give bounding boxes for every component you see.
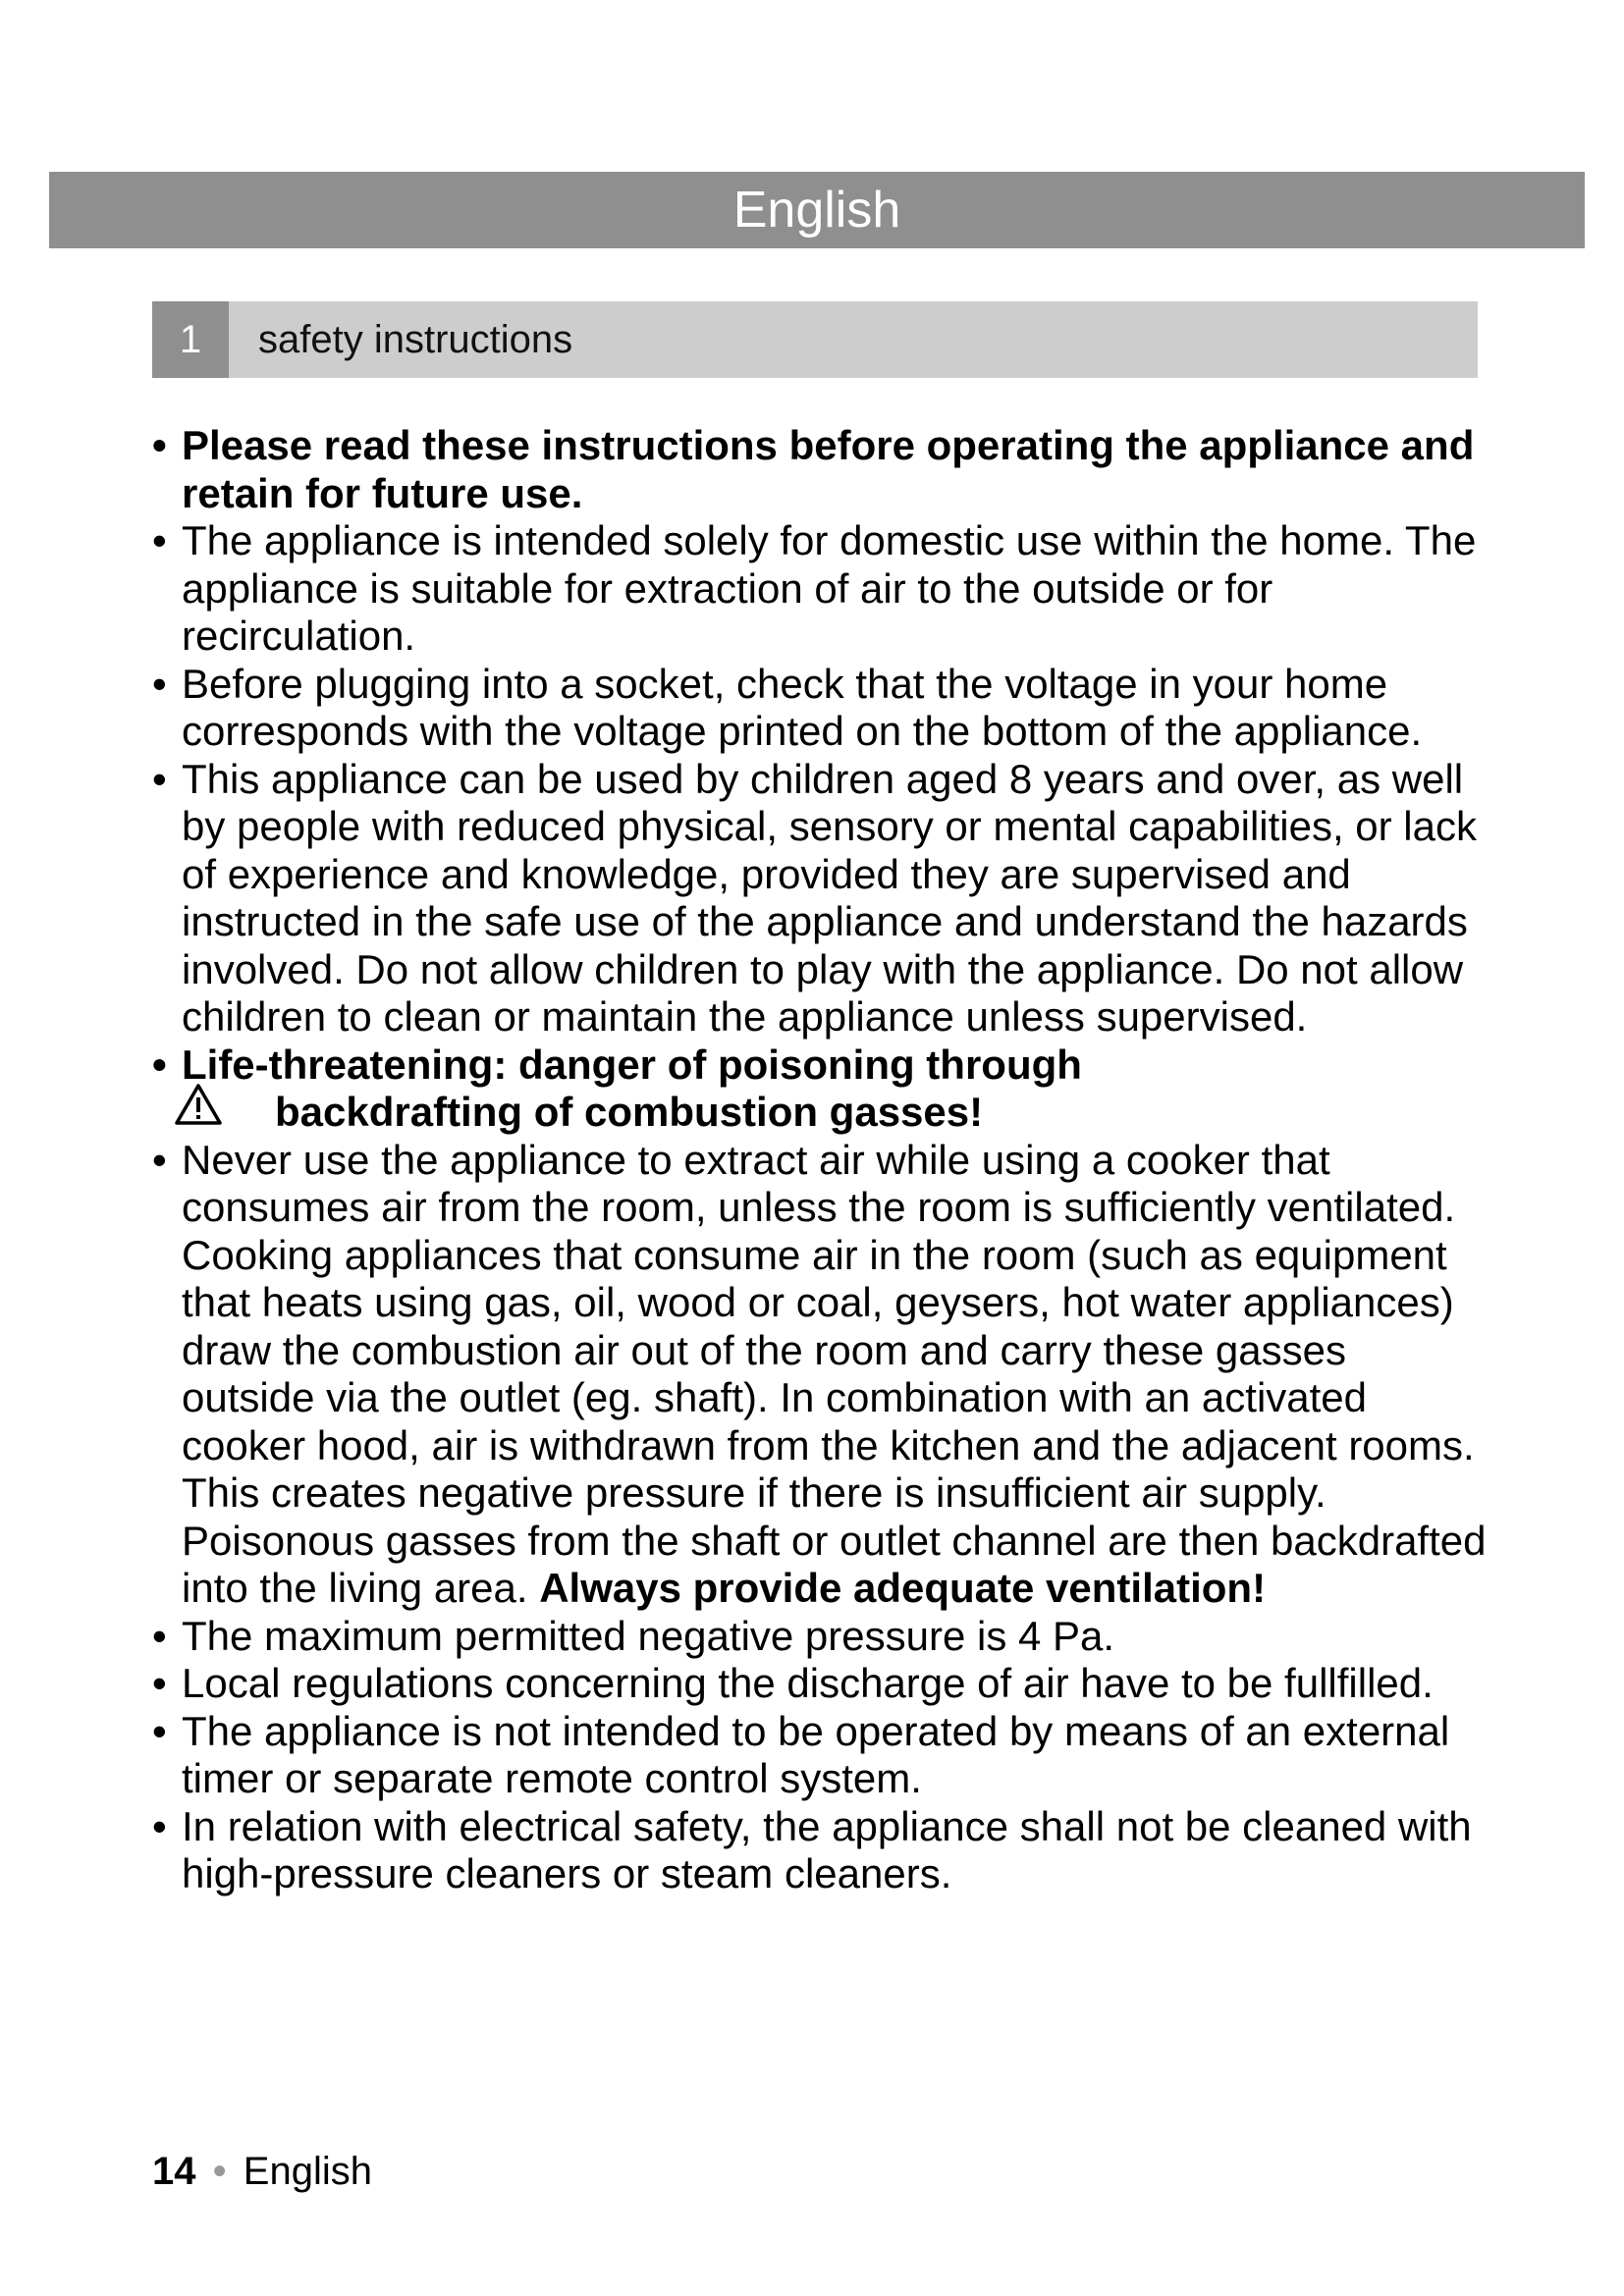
list-item-domestic-use xyxy=(152,517,1488,661)
bullet: • xyxy=(152,1136,167,1183)
list-item-local-regulations xyxy=(152,1660,1488,1708)
warning-line-2: backdrafting of combustion gasses! xyxy=(275,1089,984,1135)
list-item-timer xyxy=(152,1708,1488,1803)
bullet: • xyxy=(152,755,167,802)
item-text: Never use the appliance to extract air while using a cooker that consumes air from the room, unless the room is sufficiently ventilated. Cooking appliances that consume air in the room (such as equipment that heats using gas, oil, wood or coal, geysers, hot water appliances) draw the combustion air out of the room and carry these gasses outside via the outlet (eg. shaft). In combination with an activated cooker hood, air is withdrawn from the kitchen and the adjacent rooms. This creates negative pressure if there is insufficient air supply. Poisonous gasses from the shaft or outlet channel are then backdrafted into the living area. xyxy=(182,1136,1487,1611)
list-item-voltage xyxy=(152,661,1488,756)
list-item-never-use xyxy=(152,1137,1488,1613)
item-text: Please read these instructions before operating the appliance and retain for future use. xyxy=(182,422,1475,516)
section-title: safety instructions xyxy=(258,318,573,361)
item-text: The appliance is not intended to be operated by means of an external timer or separate remote control system. xyxy=(182,1707,1450,1801)
section-number: 1 xyxy=(152,301,229,378)
item-text: In relation with electrical safety, the appliance shall not be cleaned with high-pressure cleaners or steam cleaners. xyxy=(182,1802,1472,1896)
list-item-max-pressure xyxy=(152,1613,1488,1661)
bullet: • xyxy=(152,1707,167,1754)
bullet: • xyxy=(152,1612,167,1659)
warning-item xyxy=(152,1041,1488,1137)
item-text: Before plugging into a socket, check that the voltage in your home corresponds with the voltage printed on the bottom of the appliance. xyxy=(182,660,1423,754)
item-text: The appliance is intended solely for domestic use within the home. The appliance is suitable for extraction of air to the outside or for recirculation. xyxy=(182,517,1477,659)
bullet: • xyxy=(152,1041,167,1088)
footer-separator: • xyxy=(212,2150,227,2193)
bullet: • xyxy=(152,1660,167,1706)
bullet: • xyxy=(152,517,167,563)
list-item-read-first xyxy=(152,422,1488,517)
list-item-cleaning xyxy=(152,1803,1488,1898)
language-title: English xyxy=(732,182,901,239)
bullet: • xyxy=(152,1802,167,1849)
language-banner xyxy=(49,172,1585,248)
bullet: • xyxy=(152,660,167,707)
page-number: 14 xyxy=(152,2150,196,2193)
page-footer xyxy=(152,2148,372,2195)
item-text: Local regulations concerning the discharge of air have to be fullfilled. xyxy=(182,1660,1434,1706)
list-item-children xyxy=(152,756,1488,1041)
section-header xyxy=(152,301,1478,378)
item-text-bold: Always provide adequate ventilation! xyxy=(539,1565,1267,1611)
bullet: • xyxy=(152,422,167,468)
footer-language: English xyxy=(243,2150,372,2193)
safety-instructions-list xyxy=(152,422,1488,1898)
item-text: The maximum permitted negative pressure is 4 Pa. xyxy=(182,1612,1115,1659)
warning-line-1: Life-threatening: danger of poisoning through xyxy=(182,1041,1082,1088)
warning-triangle-icon xyxy=(174,1083,223,1126)
item-text: This appliance can be used by children aged 8 years and over, as well by people with reduced physical, sensory or mental capabilities, or lack of experience and knowledge, provided they are supervised and instructed in the safe use of the appliance and understand the hazards involved. Do not allow children to play with the appliance. Do not allow children to clean or maintain the appliance unless supervised. xyxy=(182,755,1478,1040)
